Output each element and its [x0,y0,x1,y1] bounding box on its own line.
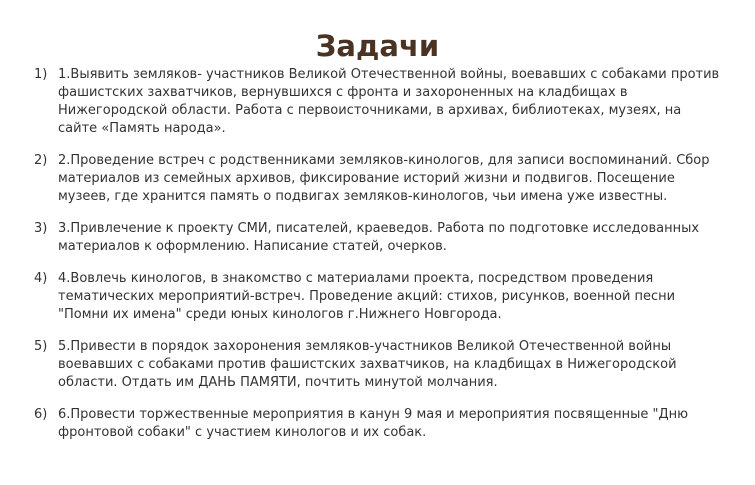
list-item-number: 4) [34,271,48,286]
list-item-text: 6.Провести торжественные мероприятия в канун 9 мая и мероприятия посвященные "Дню фронтовой собаки" с участием кинологов и их собак. [58,407,689,440]
task-list [0,66,755,456]
list-item-number: 6) [34,407,48,422]
list-item [0,338,755,392]
page-title: Задачи [315,29,440,63]
list-item-text: 4.Вовлечь кинологов, в знакомство с материалами проекта, посредством проведения тематических мероприятий-встреч. Проведение акций: стихов, рисунков, военной песни "Помни их имена" среди юных кинологов г.Нижнего Новгорода. [58,271,676,322]
list-item [0,66,755,138]
list-item-text: 3.Привлечение к проекту СМИ, писателей, краеведов. Работа по подготовке исследованных материалов к оформлению. Написание статей, очерков. [58,221,700,254]
list-item-text: 5.Привести в порядок захоронения земляков-участников Великой Отечественной войны воевавших с собаками против фашистских захватчиков, на кладбищах в Нижегородской области. Отдать им ДАНЬ ПАМЯТИ, почтить минутой молчания. [58,339,677,390]
list-item [0,406,755,442]
list-item [0,270,755,324]
list-item-number: 5) [34,339,48,354]
list-item-number: 2) [34,153,48,168]
list-item-text: 1.Выявить земляков- участников Великой Отечественной войны, воевавших с собаками против фашистских захватчиков, вернувшихся с фронта и захороненных на кладбищах в Нижегородской области. Работа с первоисточниками, в архивах, библиотеках, музеях, на сайте «Память народа». [58,67,720,136]
list-item-number: 3) [34,221,48,236]
list-item [0,152,755,206]
list-item-number: 1) [34,67,48,82]
list-item [0,220,755,256]
list-item-text: 2.Проведение встреч с родственниками земляков-кинологов, для записи воспоминаний. Сбор материалов из семейных архивов, фиксирование историй жизни и подвигов. Посещение музеев, где хранится память о подвигах земляков-кинологов, чьи имена уже известны. [58,153,710,204]
